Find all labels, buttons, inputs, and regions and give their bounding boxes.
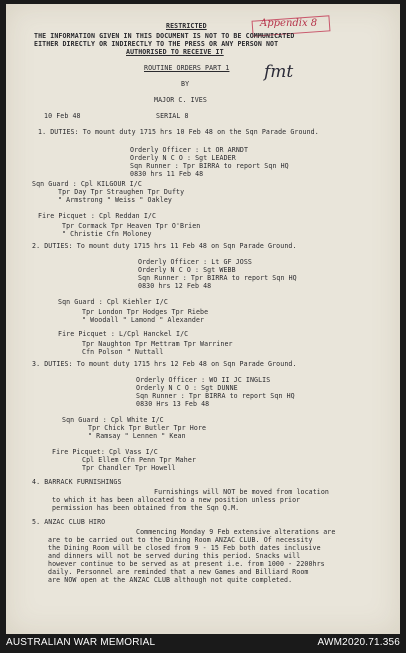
issue-date: 10 Feb 48: [44, 112, 81, 120]
s5-text-line: Commencing Monday 9 Feb extensive alterations are: [136, 528, 336, 536]
s1-officer-row: Orderly Officer : Lt OR ARNDT: [130, 146, 249, 154]
s5-text-line: the Dining Room will be closed from 9 - 15 Feb both dates inclusive: [48, 544, 321, 552]
s1-officer-row: Orderly N C O : Sgt LEADER: [130, 154, 236, 162]
s3-picquet-row: Cpl Ellem Cfn Penn Tpr Maher: [82, 456, 196, 464]
s1-officer-row: Sqn Runner : Tpr BIRRA to report Sqn HQ: [130, 162, 289, 170]
s2-officer-row: 0830 hrs 12 Feb 48: [138, 282, 212, 290]
s1-officer-row: 0830 hrs 11 Feb 48: [130, 170, 204, 178]
s5-text-line: daily. Personnel are reminded that a new Games and Billiard Room: [48, 568, 309, 576]
s1-picquet-row: Tpr Cormack Tpr Heaven Tpr O'Brien: [62, 222, 201, 230]
orders-title: ROUTINE ORDERS PART 1: [144, 64, 230, 72]
s5-text-line: are NOW open at the ANZAC CLUB although not quite completed.: [48, 576, 293, 584]
s2-guard-row: Sqn Guard : Cpl Kiehler I/C: [58, 298, 168, 306]
s5-text-line: are to be carried out to the Dining Room ANZAC CLUB. Of necessity: [48, 536, 313, 544]
footer-institution: AUSTRALIAN WAR MEMORIAL: [6, 637, 156, 648]
s3-guard-row: Tpr Chick Tpr Butler Tpr Hore: [88, 424, 207, 432]
s4-text-line: to which it has been allocated to a new position unless prior: [52, 496, 301, 504]
s1-picquet-row: " Christie Cfn Moloney: [62, 230, 152, 238]
s3-guard-row: " Ramsay " Lennen " Kean: [88, 432, 186, 440]
s3-officer-row: 0830 Hrs 13 Feb 48: [136, 400, 210, 408]
section-5-heading: 5. ANZAC CLUB HIRO: [32, 518, 106, 526]
s3-picquet-row: Tpr Chandler Tpr Howell: [82, 464, 176, 472]
s4-text-line: Furnishings will NOT be moved from location: [154, 488, 329, 496]
s3-guard-row: Sqn Guard : Cpl White I/C: [62, 416, 164, 424]
s4-text-line: permission has been obtained from the Sqn Q.M.: [52, 504, 240, 512]
s3-officer-row: Sqn Runner : Tpr BIRRA to report Sqn HQ: [136, 392, 295, 400]
footer-accession-number: AWM2020.71.356: [317, 637, 400, 648]
appendix-note: Appendix 8: [260, 18, 318, 29]
s1-guard-row: Tpr Day Tpr Straughen Tpr Dufty: [58, 188, 185, 196]
document-page: [6, 4, 400, 634]
s2-picquet-row: Fire Picquet : L/Cpl Hanckel I/C: [58, 330, 189, 338]
s2-guard-row: " Woodall " Lamond " Alexander: [82, 316, 205, 324]
s5-text-line: and dinners will not be served during this period. Snacks will: [48, 552, 301, 560]
by-label: BY: [181, 80, 190, 88]
section-4-heading: 4. BARRACK FURNISHINGS: [32, 478, 122, 486]
s2-officer-row: Orderly Officer : Lt GF JOSS: [138, 258, 252, 266]
s2-picquet-row: Cfn Polson " Nuttall: [82, 348, 164, 356]
classification-label: RESTRICTED: [166, 22, 207, 30]
archive-footer: [0, 634, 406, 653]
s3-officer-row: Orderly Officer : WO II JC INGLIS: [136, 376, 271, 384]
s3-picquet-row: Fire Picquet: Cpl Vass I/C: [52, 448, 158, 456]
s2-guard-row: Tpr London Tpr Hodges Tpr Riebe: [82, 308, 209, 316]
section-3-heading: 3. DUTIES: To mount duty 1715 hrs 12 Feb 48 on Sqn Parade Ground.: [32, 360, 297, 368]
restriction-line-1: THE INFORMATION GIVEN IN THIS DOCUMENT IS NOT TO BE COMMUNICATED: [34, 32, 295, 40]
s2-picquet-row: Tpr Naughton Tpr Mettram Tpr Warriner: [82, 340, 233, 348]
handwritten-initials: fmt: [264, 62, 294, 82]
section-1-heading: 1. DUTIES: To mount duty 1715 hrs 10 Feb 48 on the Sqn Parade Ground.: [38, 128, 319, 136]
serial-number: SERIAL 8: [156, 112, 189, 120]
s3-officer-row: Orderly N C O : Sgt DUNNE: [136, 384, 238, 392]
restriction-line-3: AUTHORISED TO RECEIVE IT: [126, 48, 224, 56]
s5-text-line: however continue to be served as at present i.e. from 1000 - 2200hrs: [48, 560, 325, 568]
s2-officer-row: Orderly N C O : Sgt WEBB: [138, 266, 236, 274]
restriction-line-2: EITHER DIRECTLY OR INDIRECTLY TO THE PRESS OR ANY PERSON NOT: [34, 40, 279, 48]
author: MAJOR C. IVES: [154, 96, 207, 104]
s1-guard-row: Sqn Guard : Cpl KILGOUR I/C: [32, 180, 142, 188]
s1-picquet-row: Fire Picquet : Cpl Reddan I/C: [38, 212, 157, 220]
section-2-heading: 2. DUTIES: To mount duty 1715 hrs 11 Feb 48 on Sqn Parade Ground.: [32, 242, 297, 250]
s1-guard-row: " Armstrong " Weiss " Oakley: [58, 196, 172, 204]
s2-officer-row: Sqn Runner : Tpr BIRRA to report Sqn HQ: [138, 274, 297, 282]
